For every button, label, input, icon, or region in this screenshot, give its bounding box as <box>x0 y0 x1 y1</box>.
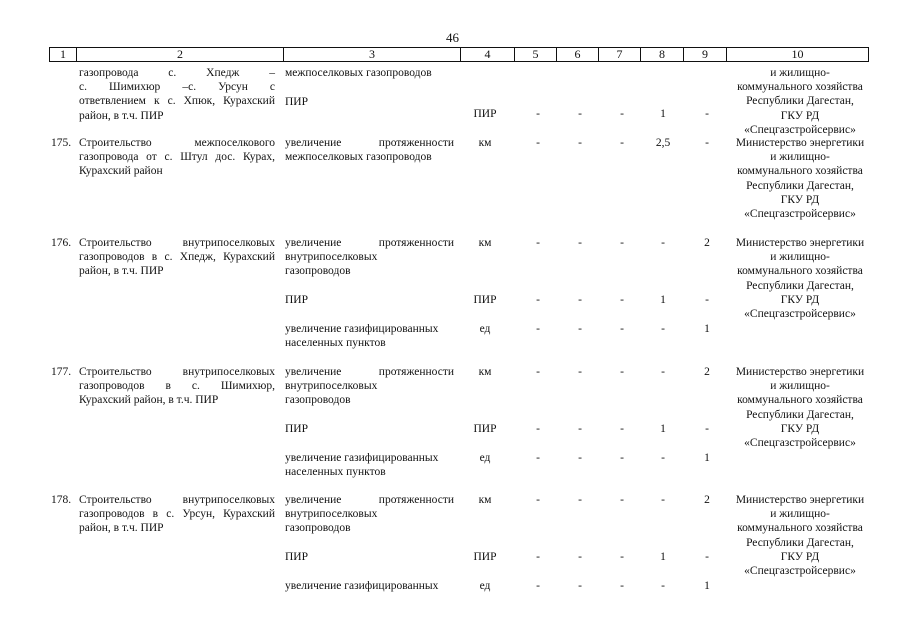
value-cell: - <box>620 452 624 464</box>
value-cell: - <box>536 323 540 335</box>
value-cell: - <box>578 108 582 120</box>
value-cell: - <box>705 108 709 120</box>
row-number: 178. <box>51 494 72 506</box>
responsible-org: Министерство энергетики и жилищно- коммунального хозяйства Республики Дагестан, ГКУ РД «Спецгазстройсервис» <box>735 137 865 221</box>
value-cell: - <box>620 580 624 592</box>
unit-cell: км <box>478 366 492 378</box>
unit-cell: ПИР <box>473 551 497 563</box>
unit-cell: км <box>478 137 492 149</box>
value-cell: - <box>661 323 665 335</box>
indicator-text: увеличение протяженности межпоселковых газопроводов <box>285 137 454 164</box>
value-cell: - <box>578 452 582 464</box>
indicator-text: ПИР <box>285 551 309 563</box>
value-cell: 1 <box>660 551 666 563</box>
row-number: 176. <box>51 237 72 249</box>
value-cell: 1 <box>660 423 666 435</box>
indicator-text: увеличение протяженности внутрипоселковых газопроводов <box>285 237 454 278</box>
indicator-text: межпоселковых газопроводов <box>285 67 432 79</box>
header-col-9: 9 <box>684 48 727 61</box>
value-cell: - <box>620 366 624 378</box>
value-cell: - <box>536 294 540 306</box>
value-cell: - <box>620 237 624 249</box>
value-cell: - <box>661 452 665 464</box>
indicator-text: увеличение протяженности внутрипоселковых газопроводов <box>285 366 454 407</box>
value-cell: - <box>620 494 624 506</box>
value-cell: - <box>536 366 540 378</box>
responsible-org: и жилищно- коммунального хозяйства Республики Дагестан, ГКУ РД «Спецгазстройсервис» <box>737 67 863 136</box>
value-cell: - <box>620 323 624 335</box>
value-cell: - <box>705 423 709 435</box>
value-cell: 1 <box>704 323 710 335</box>
value-cell: - <box>578 423 582 435</box>
value-cell: - <box>578 237 582 249</box>
responsible-org: Министерство энергетики и жилищно- коммунального хозяйства Республики Дагестан, ГКУ РД «Спецгазстройсервис» <box>735 237 865 321</box>
value-cell: - <box>620 294 624 306</box>
unit-cell: км <box>478 237 492 249</box>
page-number: 46 <box>446 30 459 45</box>
value-cell: - <box>536 551 540 563</box>
value-cell: - <box>705 294 709 306</box>
unit-cell: ПИР <box>473 423 497 435</box>
table-header <box>49 47 869 62</box>
value-cell: - <box>705 551 709 563</box>
row-number: 177. <box>51 366 72 378</box>
value-cell: - <box>536 237 540 249</box>
header-col-8: 8 <box>641 48 684 61</box>
value-cell: 1 <box>704 452 710 464</box>
value-cell: - <box>578 580 582 592</box>
project-name: Строительство межпоселкового газопровода от с. Штул дос. Курах, Курахский район <box>79 137 275 178</box>
header-col-3: 3 <box>284 48 461 61</box>
value-cell: 1 <box>660 294 666 306</box>
unit-cell: ед <box>479 323 491 335</box>
value-cell: 2,5 <box>655 137 671 149</box>
unit-cell: км <box>478 494 492 506</box>
value-cell: - <box>620 551 624 563</box>
value-cell: - <box>661 580 665 592</box>
value-cell: - <box>536 580 540 592</box>
header-col-4: 4 <box>461 48 515 61</box>
value-cell: - <box>705 137 709 149</box>
responsible-org: Министерство энергетики и жилищно- коммунального хозяйства Республики Дагестан, ГКУ РД «Спецгазстройсервис» <box>735 366 865 450</box>
responsible-org: Министерство энергетики и жилищно- коммунального хозяйства Республики Дагестан, ГКУ РД «Спецгазстройсервис» <box>735 494 865 578</box>
indicator-text: увеличение газифицированных населенных пунктов <box>285 452 439 479</box>
project-name: Строительство внутрипоселковых газопроводов в с. Шимихюр, Курахский район, в т.ч. ПИР <box>79 366 275 407</box>
header-col-7: 7 <box>599 48 641 61</box>
indicator-text: ПИР <box>285 423 309 435</box>
indicator-text: увеличение газифицированных населенных пунктов <box>285 323 439 350</box>
header-col-6: 6 <box>557 48 599 61</box>
header-col-5: 5 <box>515 48 557 61</box>
value-cell: - <box>536 137 540 149</box>
unit-cell: ед <box>479 580 491 592</box>
value-cell: 1 <box>704 580 710 592</box>
unit-cell: ед <box>479 452 491 464</box>
value-cell: - <box>578 137 582 149</box>
header-col-2: 2 <box>77 48 284 61</box>
value-cell: 2 <box>704 366 710 378</box>
value-cell: - <box>661 494 665 506</box>
value-cell: - <box>578 551 582 563</box>
value-cell: 1 <box>660 108 666 120</box>
indicator-text: увеличение газифицированных <box>285 580 439 592</box>
value-cell: - <box>578 323 582 335</box>
value-cell: - <box>661 237 665 249</box>
value-cell: - <box>578 494 582 506</box>
value-cell: - <box>620 423 624 435</box>
unit-cell: ПИР <box>473 294 497 306</box>
value-cell: - <box>620 137 624 149</box>
header-col-10: 10 <box>791 47 804 61</box>
value-cell: 2 <box>704 494 710 506</box>
value-cell: - <box>578 294 582 306</box>
value-cell: - <box>578 366 582 378</box>
project-name: Строительство внутрипоселковых газопроводов в с. Урсун, Курахский район, в т.ч. ПИР <box>79 494 275 535</box>
value-cell: - <box>536 452 540 464</box>
indicator-text: увеличение протяженности внутрипоселковых газопроводов <box>285 494 454 535</box>
indicator-text: ПИР <box>285 96 309 108</box>
value-cell: - <box>661 366 665 378</box>
unit-cell: ПИР <box>473 108 497 120</box>
value-cell: - <box>536 423 540 435</box>
value-cell: - <box>536 108 540 120</box>
value-cell: - <box>536 494 540 506</box>
row-number: 175. <box>51 137 72 149</box>
value-cell: 2 <box>704 237 710 249</box>
indicator-text: ПИР <box>285 294 309 306</box>
header-col-1: 1 <box>50 48 77 61</box>
value-cell: - <box>620 108 624 120</box>
project-name: Строительство внутрипоселковых газопроводов в с. Хпедж, Курахский район, в т.ч. ПИР <box>79 237 275 278</box>
project-name: газопровода с. Хпедж – с. Шимихюр –с. Урсун с ответвлением к с. Хпюк, Курахский район, в т.ч. ПИР <box>79 67 275 122</box>
